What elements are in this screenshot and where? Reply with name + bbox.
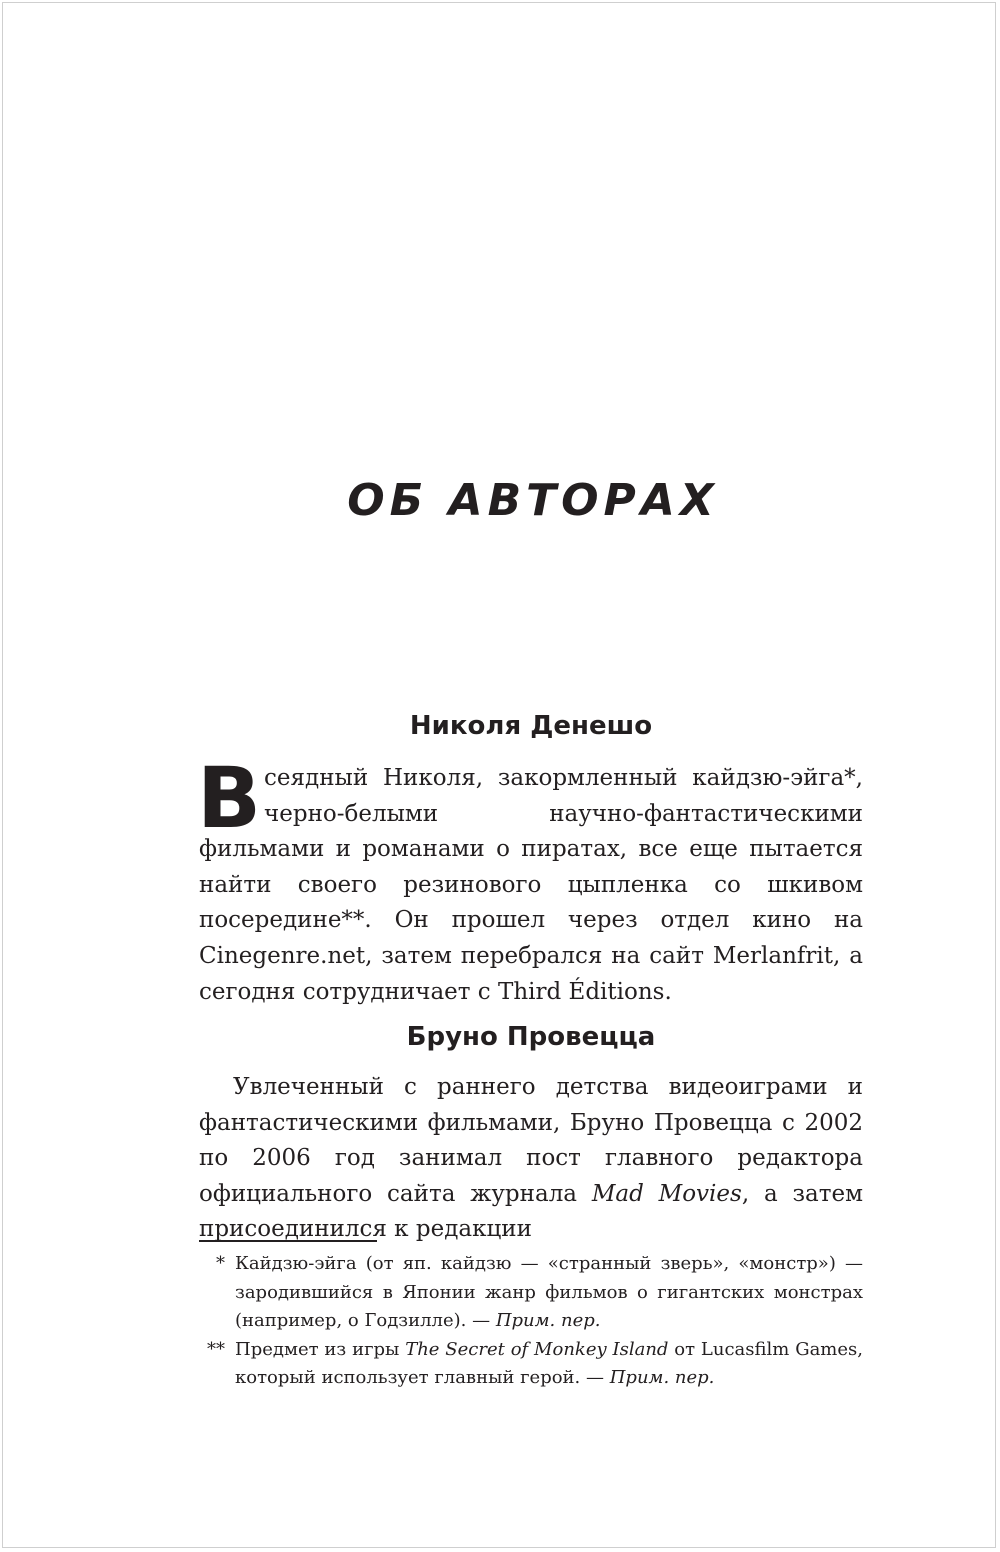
author-bio-1-text: сеядный Николя, закормленный кайдзю-эйга*, черно-белыми научно-фантастическими фильмами и романами о пиратах, все еще пытается найти своего резинового цыпленка со шкивом посередине**. Он прошел через отдел кино на Cinegenre.net, затем перебрался на сайт Merlanfrit, а сегодня сотрудничает с Third Éditions.	[199, 765, 863, 1005]
translator-note: Прим. пер.	[495, 1310, 601, 1331]
author-name-2: Бруно Провецца	[406, 1022, 656, 1052]
footnote-marker: **	[207, 1338, 225, 1360]
page	[2, 2, 996, 1548]
author-bio-2	[199, 1070, 863, 1248]
drop-cap: В	[197, 749, 262, 847]
chapter-title: ОБ АВТОРАХ	[347, 475, 719, 526]
author-bio-1	[197, 749, 863, 1010]
magazine-title: Mad Movies	[591, 1180, 742, 1207]
author-name-1: Николя Денешо	[409, 711, 653, 741]
footnote-text-start: Предмет из игры	[235, 1338, 406, 1360]
footnote-marker: *	[216, 1253, 225, 1274]
game-title: The Secret of Monkey Island	[405, 1338, 669, 1360]
footnote-2	[199, 1336, 863, 1393]
author-bio-2-text-end: , а затем присоединился к редакции	[199, 1180, 863, 1243]
footnote-divider	[199, 1240, 377, 1242]
author-bio-2-text-start: Увлеченный с раннего детства видеоиграми и фантастическими фильмами, Бруно Провецца с 2002 по 2006 год занимал пост главного редактора официального сайта журнала	[199, 1074, 863, 1207]
footnotes	[199, 1250, 863, 1393]
footnote-text: Кайдзю-эйга (от яп. кайдзю — «странный зверь», «монстр») — зародившийся в Японии жанр фильмов о гигантских монстрах (например, о Годзилле). —	[235, 1253, 863, 1331]
translator-note: Прим. пер.	[609, 1367, 715, 1388]
footnote-text-end: от Lucasfilm Games, который использует главный герой. —	[235, 1338, 863, 1388]
footnote-1	[199, 1250, 863, 1336]
